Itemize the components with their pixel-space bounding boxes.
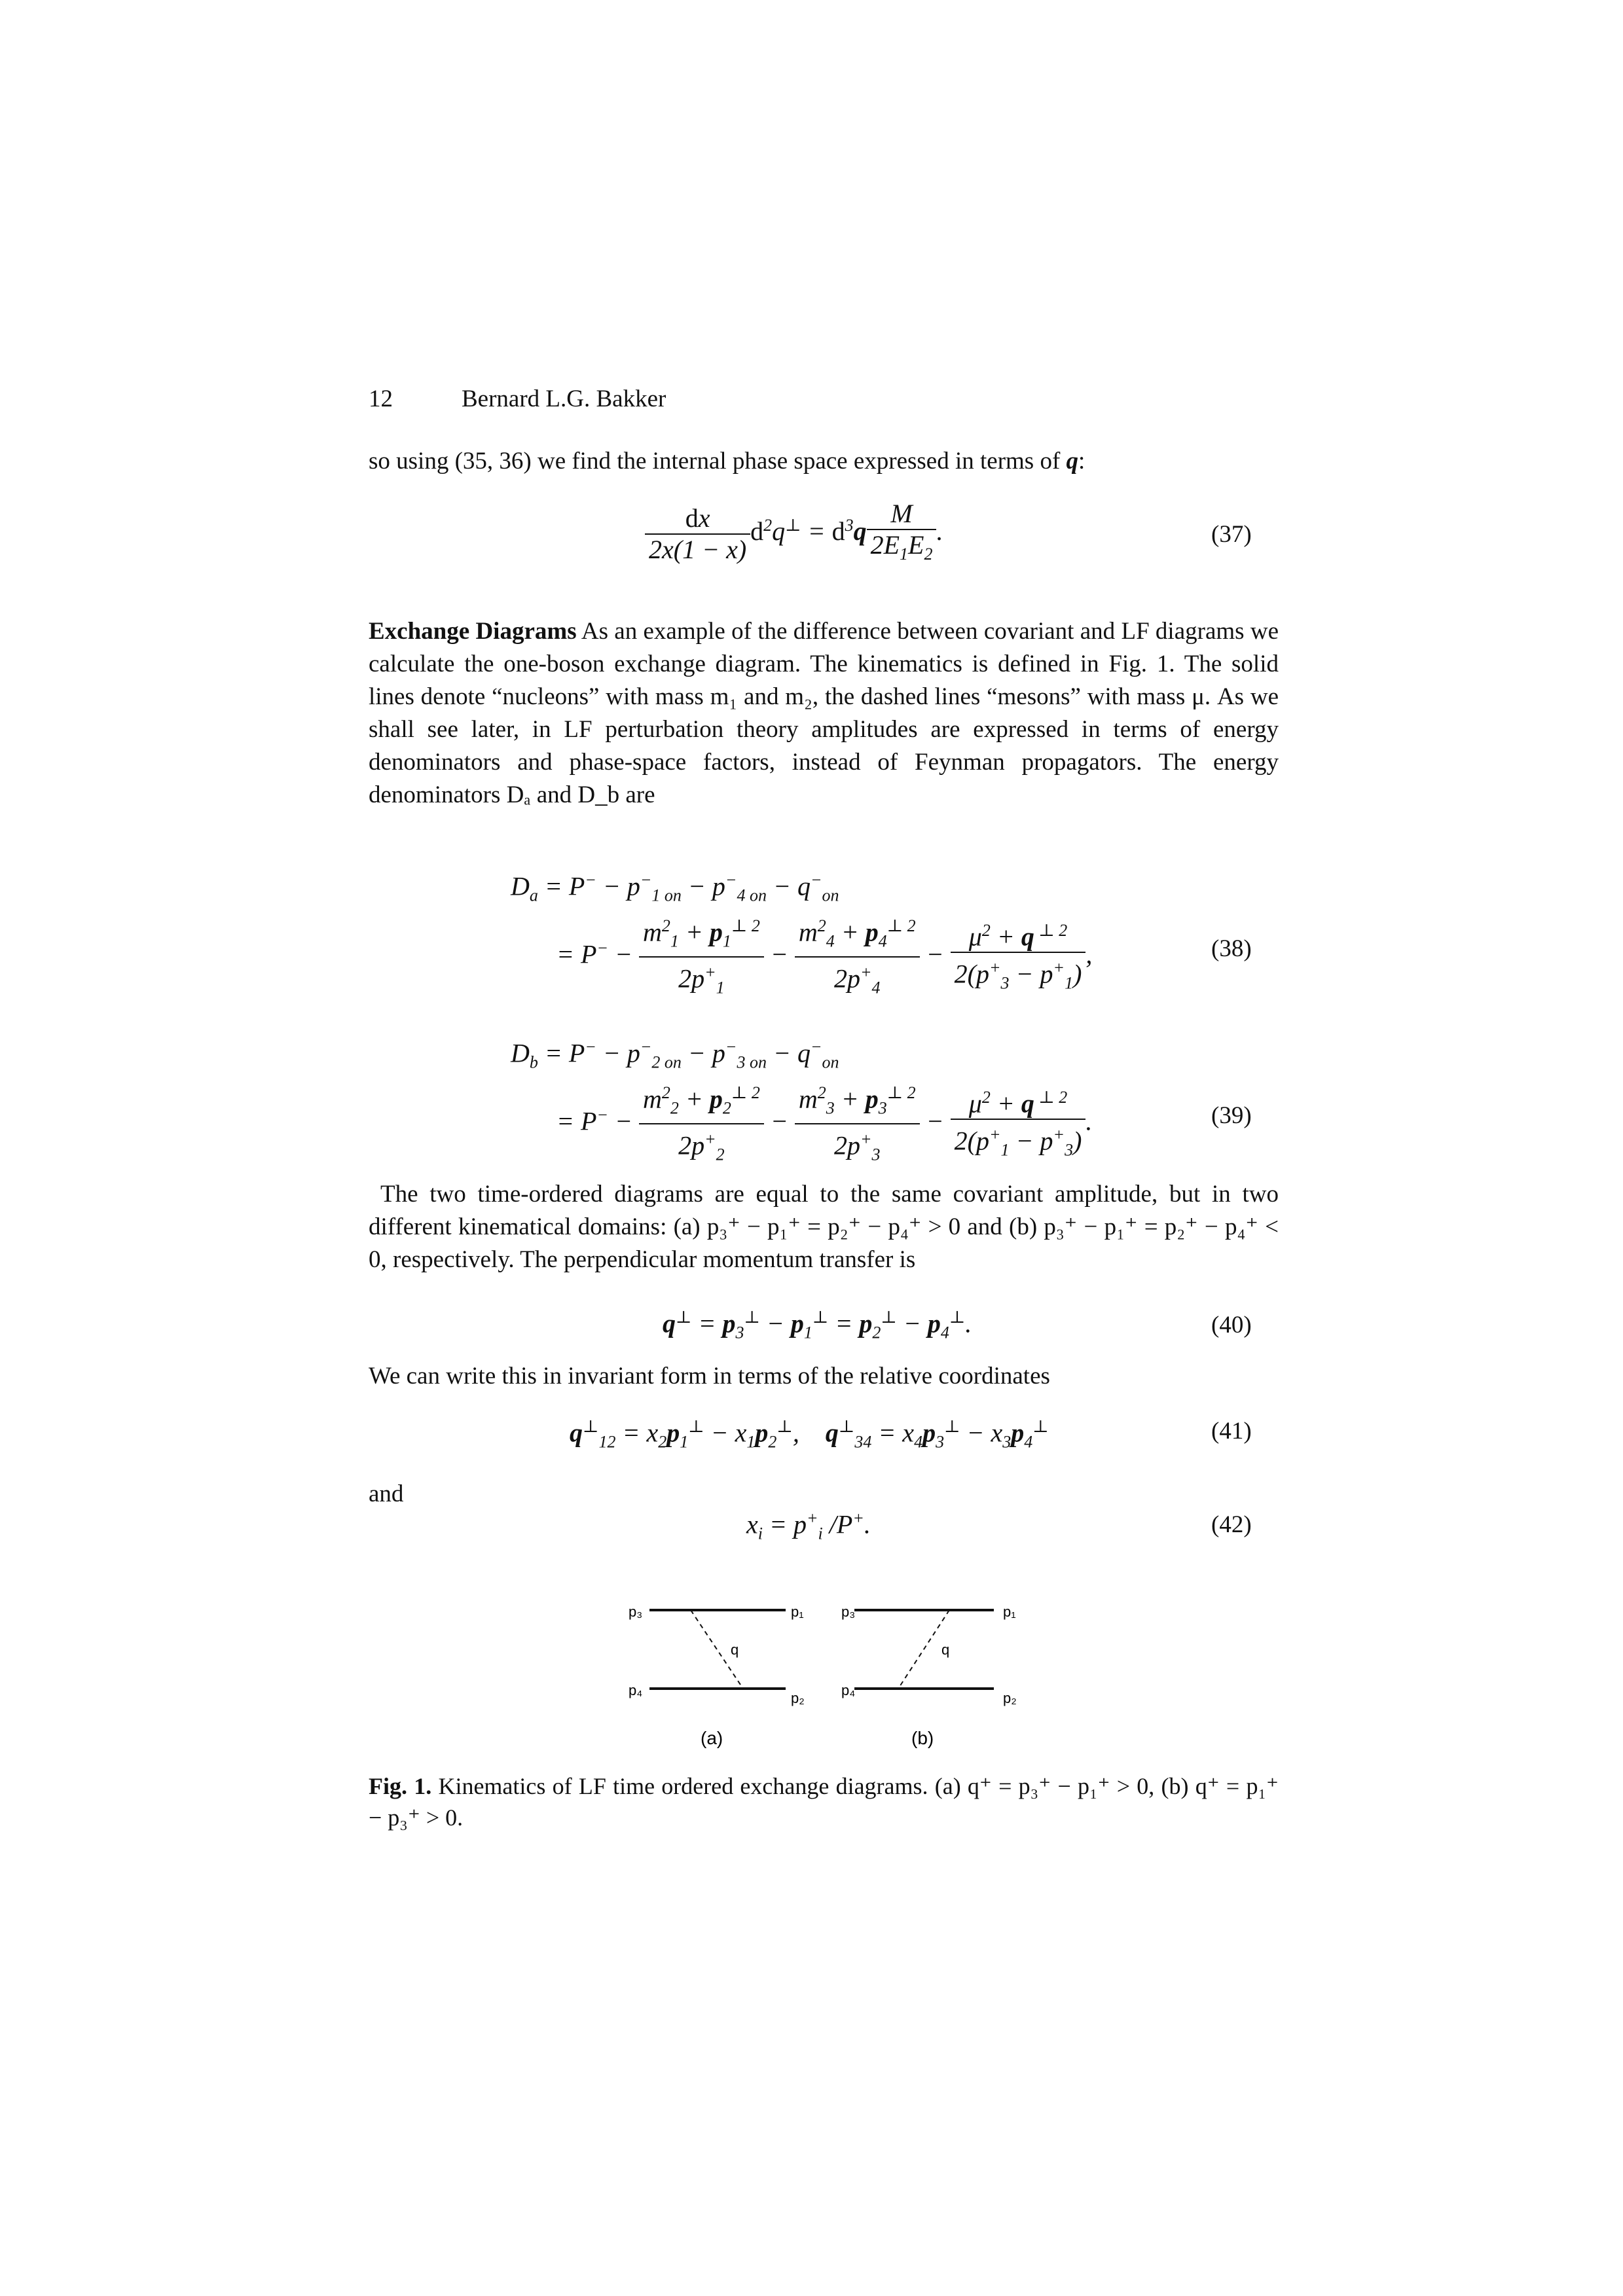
equation-number-40: (40)	[1211, 1312, 1252, 1338]
diagram-b-label-p3: p₃	[841, 1604, 856, 1620]
equation-39-line1: $D_b = P^- - p^-_{2 on} - p^-_{3 on} - q^-_{on}$	[511, 1037, 839, 1072]
diagram-a	[629, 1604, 805, 1748]
diagram-a-caption: (a)	[701, 1728, 723, 1748]
invariant-paragraph: We can write this in invariant form in terms of the relative coordinates	[369, 1363, 1050, 1390]
figure-caption-text: Kinematics of LF time ordered exchange diagrams. (a) q⁺ = p₃⁺ − p₁⁺ > 0, (b) q⁺ = p₁⁺ − p₃⁺ > 0.	[369, 1773, 1279, 1831]
equation-38-line2: = P− − $\frac{m^2_1 + p_1^{\perp 2}}{2p^+_1}$ − $\frac{m^2_4 + p_4^{\perp 2}}{2p^+_4}$ − $\frac{\mu^2 + q ^{\perp 2}}{2(p^+_3 - p^+_1)}$ ,	[556, 911, 1092, 1003]
diagram-a-label-p1: p₁	[791, 1604, 804, 1620]
time-ordered-paragraph: The two time-ordered diagrams are equal to the same covariant amplitude, but in two different kinematical domains: (a) p₃⁺ − p₁⁺ = p₂⁺ − p₄⁺ > 0 and (b) p₃⁺ − p₁⁺ = p₂⁺ − p₄⁺ < 0, respectively. The perpendicular momentum transfer is	[369, 1181, 1279, 1273]
equation-40: $q^\perp = p_3^\perp - p_1^\perp = p_2^\perp - p_4^\perp$.	[663, 1308, 972, 1342]
and-text: and	[369, 1480, 404, 1507]
equation-37: $\frac{dx}{2x(1 - x)}$ $d^2q^\perp = d^3q$ $\frac{M}{2E_1E_2}$ .	[645, 499, 943, 569]
equation-39-line2: = P− − $\frac{m^2_2 + p_2^{\perp 2}}{2p^+_2}$ − $\frac{m^2_3 + p_3^{\perp 2}}{2p^+_3}$ − $\frac{\mu^2 + q ^{\perp 2}}{2(p^+_1 - p^+_3)}$ .	[556, 1078, 1092, 1170]
intro-paragraph: so using (35, 36) we find the internal phase space expressed in terms of q:	[369, 448, 1085, 475]
exchange-body: As an example of the difference between covariant and LF diagrams we calculate the one-boson exchange diagram. The kinematics is defined in Fig. 1. The solid lines denote “nucleons” with mass m₁ and m₂, the dashed lines “mesons” with mass μ. As we shall see later, in LF perturbation theory amplitudes are expressed in terms of energy denominators and phase-space factors, instead of Feynman propagators. The energy denominators Dₐ and D_b are	[369, 618, 1279, 808]
equation-number-38: (38)	[1211, 935, 1252, 962]
running-author: Bernard L.G. Bakker	[462, 386, 666, 412]
equation-41: $q^\perp_{12} = x_2p_1^\perp - x_1p_2^\perp$, $q^\perp_{34} = x_4p_3^\perp - x_3p_4^\perp$	[570, 1417, 1049, 1452]
diagram-a-label-p2: p₂	[791, 1690, 805, 1706]
equation-42: $x_i = p^+_i$ /P+.	[746, 1509, 871, 1543]
figure-caption-label: Fig. 1.	[369, 1773, 432, 1799]
equation-number-39: (39)	[1211, 1102, 1252, 1129]
diagram-b-label-p1: p₁	[1003, 1604, 1016, 1620]
figure-1-caption	[369, 1770, 1279, 1833]
diagram-a-label-p3: p₃	[629, 1604, 643, 1620]
intro-text: so using (35, 36) we find the internal phase space expressed in terms of	[369, 448, 1061, 475]
equation-number-37: (37)	[1211, 521, 1252, 548]
equation-number-41: (41)	[1211, 1418, 1252, 1444]
diagram-a-label-p4: p₄	[629, 1682, 643, 1698]
page-number: 12	[369, 386, 393, 412]
diagram-b-label-q: q	[941, 1641, 950, 1658]
diagram-b-caption: (b)	[911, 1728, 934, 1748]
exchange-paragraph	[369, 615, 1279, 812]
diagram-b	[841, 1604, 1017, 1748]
diagram-b-label-p2: p₂	[1003, 1690, 1017, 1706]
diagram-b-label-p4: p₄	[841, 1682, 856, 1698]
exchange-heading: Exchange Diagrams	[369, 618, 577, 645]
figure-1-diagram	[609, 1584, 1028, 1754]
equation-number-42: (42)	[1211, 1511, 1252, 1538]
equation-38-line1: $D_a = P^- - p^-_{1 on} - p^-_{4 on} - q^-_{on}$	[511, 870, 839, 905]
diagram-a-label-q: q	[731, 1641, 739, 1658]
